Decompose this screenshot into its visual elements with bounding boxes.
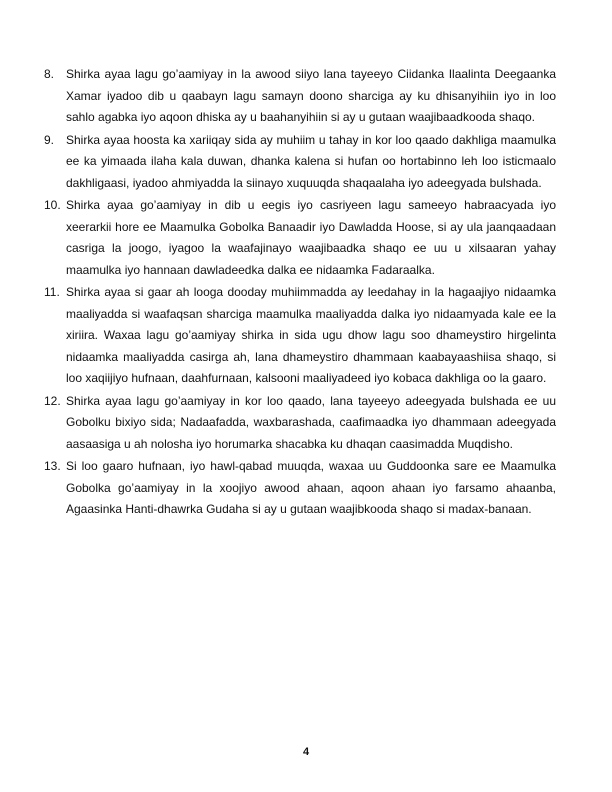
item-number: 8. (44, 67, 55, 81)
item-text: Si loo gaaro hufnaan, iyo hawl-qabad muuqda, waxaa uu Guddoonka sare ee Maamulka Gobolka go’aamiyay in la xoojiyo awood ahaan, aqoon ahaan iyo farsamo ahaanba, Agaasinka Hanti-dhawrka Gudaha si ay u gutaan waajibkooda shaqo si madax-banaan. (66, 459, 556, 516)
item-text: Shirka ayaa hoosta ka xariiqay sida ay muhiim u tahay in kor loo qaado dakhliga maamulka ee ka yimaada ilaha kala duwan, dhanka kalena si hufan oo hortabinno leh loo isticmaalo dakhligaasi, iyadoo ahmiyadda la siinayo xuquuqda shaqaalaha iyo adeegyada bulshada. (66, 132, 556, 190)
list-item-11 (44, 282, 556, 390)
list-item-8 (44, 64, 556, 129)
item-number: 10. (44, 198, 61, 212)
list-item-12 (44, 391, 556, 456)
item-text: Shirka ayaa go’aamiyay in dib u eegis iyo casriyeen lagu sameeyo habraacyada iyo xeerarkii hore ee Maamulka Gobolka Banaadir iyo Dawladda Hoose, si ay ula jaanqaadaan casriga la joogo, iyagoo la waafajinayo waajibaadka shaqo ee uu u xilsaaran yahay maamulka iyo hannaan dawladeedka dalka ee nidaamka Fadaraalka. (66, 198, 556, 277)
list-item-10 (44, 195, 556, 281)
item-text: Shirka ayaa si gaar ah looga dooday muhiimmadda ay leedahay in la hagaajiyo nidaamka maaliyadda si waafaqsan sharciga maamulka maaliyadda dalka iyo nidaamyada kale ee la xiriira. Waxaa lagu go’aamiyay shirka in sida ugu dhow lagu soo dhameystiro hirgelinta nidaamka maaliyadda casirga ah, lana dhameystiro dhammaan kaabayaashiisa shaqo, si loo xaqiijiyo hufnaan, daahfurnaan, kalsooni maaliyadeed iyo kobaca dakhliga oo la gaaro. (66, 285, 556, 385)
item-number: 9. (44, 132, 55, 147)
page-number: 4 (302, 746, 310, 758)
item-text: Shirka ayaa lagu go’aamiyay in la awood siiyo lana tayeeyo Ciidanka Ilaalinta Deegaanka Xamar iyadoo dib u qaabayn lagu samayn doono sharciga ay ku dhisanyihiin iyo in loo sahlo agabka iyo aqoon dhiska ay u baahanyihiin si ay u gutaan waajibaadkooda shaqo. (66, 67, 556, 124)
item-number: 11. (44, 285, 60, 299)
numbered-list (44, 64, 556, 522)
item-number: 13. (44, 459, 61, 473)
item-number: 12. (44, 393, 61, 408)
list-item-13 (44, 456, 556, 521)
list-item-9 (44, 130, 556, 195)
item-text: Shirka ayaa lagu go’aamiyay in kor loo qaado, lana tayeeyo adeegyada bulshada ee uu Gobolku bixiyo sida; Nadaafadda, waxbarashada, caafimaadka iyo dhammaan adeegyada aasaasiga u ah nolosha iyo horumarka shacabka ku dhaqan caasimadda Muqdisho. (66, 393, 556, 451)
